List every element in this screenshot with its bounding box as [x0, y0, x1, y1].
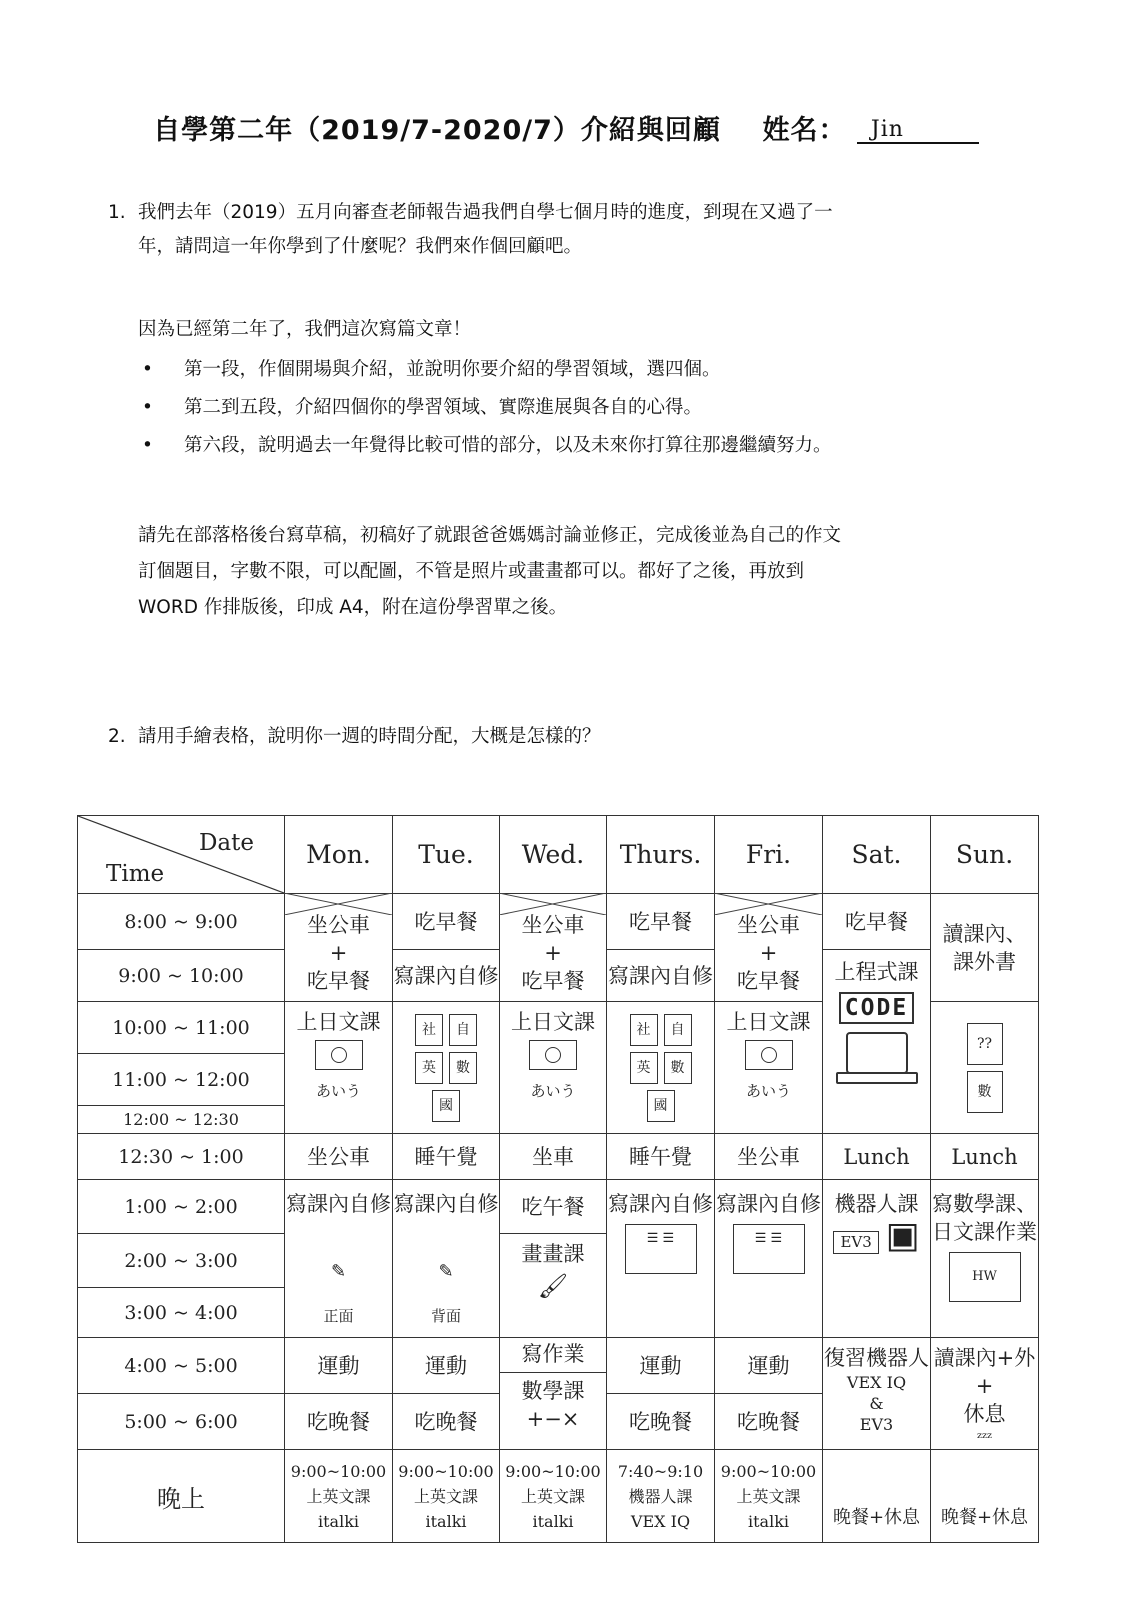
- tue-self-study: 寫課內自修: [393, 950, 500, 1002]
- time-slot: 3:00 ~ 4:00: [78, 1288, 285, 1338]
- intro-text: 因為已經第二年了，我們這次寫篇文章！: [138, 319, 472, 340]
- open-book-icon: ☰ ☰: [733, 1224, 805, 1274]
- time-slot: 8:00 ~ 9:00: [78, 894, 285, 950]
- paragraph-line-3: WORD 作排版後，印成 A4，附在這份學習單之後。: [138, 597, 568, 618]
- fri-dinner: 吃晚餐: [715, 1394, 823, 1450]
- thu-self-study: 寫課內自修: [607, 950, 715, 1002]
- bullet-icon: •: [142, 397, 153, 418]
- japanese-sub-icon: あいう: [315, 1082, 361, 1100]
- time-slot: 2:00 ~ 3:00: [78, 1234, 285, 1288]
- thu-breakfast: 吃早餐: [607, 894, 715, 950]
- tue-dinner: 吃晚餐: [393, 1394, 500, 1450]
- corner-date-label: Date: [198, 830, 254, 856]
- time-slot: 11:00 ~ 12:00: [78, 1054, 285, 1106]
- tue-books-drawing: [393, 1002, 500, 1134]
- bullet-text: 第二到五段，介紹四個你的學習領域、實際進展與各自的心得。: [184, 397, 703, 418]
- corner-time-label: Time: [106, 861, 165, 887]
- wed-art-class: 畫畫課 🖌: [500, 1234, 607, 1338]
- sat-night: 晚餐+休息: [823, 1450, 931, 1543]
- day-header-thu: Thurs.: [607, 816, 715, 894]
- tue-afternoon-study: 寫課內自修 ✎ 背面: [393, 1180, 500, 1338]
- laptop-icon: [846, 1032, 908, 1074]
- paint-icon: 🖌: [537, 1272, 569, 1300]
- open-book-icon: ☰ ☰: [625, 1224, 697, 1274]
- name-field[interactable]: [857, 117, 979, 144]
- thu-exercise: 運動: [607, 1338, 715, 1394]
- page-title: [0, 108, 1132, 147]
- time-slot: 5:00 ~ 6:00: [78, 1394, 285, 1450]
- mon-noon: 坐公車: [285, 1134, 393, 1180]
- book-icon: 社: [630, 1014, 658, 1046]
- studying-kid-icon: ✎: [330, 1261, 347, 1282]
- book-icon: 英: [415, 1052, 443, 1084]
- robot-icon: ▣: [885, 1215, 920, 1256]
- time-slot: 1:00 ~ 2:00: [78, 1180, 285, 1234]
- tue-noon: 睡午覺: [393, 1134, 500, 1180]
- fri-night: 9:00~10:00 上英文課 italki: [715, 1450, 823, 1543]
- time-slot: 9:00 ~ 10:00: [78, 950, 285, 1002]
- book-icon: 國: [432, 1090, 460, 1122]
- title-text: 自學第二年（2019/7-2020/7）介紹與回顧: [153, 115, 721, 146]
- bullet-icon: •: [142, 435, 153, 456]
- time-slot: 12:00 ~ 12:30: [78, 1106, 285, 1134]
- wed-lunch: 吃午餐: [500, 1180, 607, 1234]
- paragraph-line-1: 請先在部落格後台寫草稿，初稿好了就跟爸爸媽媽討論並修正，完成後並為自己的作文: [138, 525, 842, 546]
- bullet-icon: •: [142, 359, 153, 380]
- mon-afternoon-study: 寫課內自修 ✎ 正面: [285, 1180, 393, 1338]
- day-header-mon: Mon.: [285, 816, 393, 894]
- mon-night: 9:00~10:00 上英文課 italki: [285, 1450, 393, 1543]
- instruction-list: [138, 352, 1038, 466]
- mon-exercise: 運動: [285, 1338, 393, 1394]
- fri-japanese-class: 上日文課 あいう: [715, 1002, 823, 1134]
- fri-noon: 坐公車: [715, 1134, 823, 1180]
- mon-drawing-caption: 正面: [323, 1307, 354, 1325]
- book-icon: 數: [664, 1052, 692, 1084]
- japan-flag-icon: [315, 1040, 363, 1070]
- thu-dinner: 吃晚餐: [607, 1394, 715, 1450]
- time-slot-night: 晚上: [78, 1450, 285, 1543]
- time-slot: 10:00 ~ 11:00: [78, 1002, 285, 1054]
- bullet-text: 第一段，作個開場與介紹，並說明你要介紹的學習領域，選四個。: [184, 359, 721, 380]
- book-icon: ??: [967, 1023, 1003, 1065]
- thu-books-drawing: [607, 1002, 715, 1134]
- sat-coding-class: 上程式課 CODE: [823, 950, 931, 1134]
- wed-night: 9:00~10:00 上英文課 italki: [500, 1450, 607, 1543]
- ev3-icon: EV3: [833, 1231, 878, 1254]
- japan-flag-icon: [745, 1040, 793, 1070]
- name-label: 姓名：: [762, 115, 847, 146]
- sun-books-drawing: [931, 1002, 1039, 1134]
- sat-robot-class: 機器人課 EV3 ▣: [823, 1180, 931, 1338]
- japan-flag-icon: [529, 1040, 577, 1070]
- thu-noon: 睡午覺: [607, 1134, 715, 1180]
- mon-morning-commute: 坐公車 + 吃早餐: [285, 894, 393, 1002]
- question-1-number: 1.: [108, 202, 126, 223]
- sun-night: 晚餐+休息: [931, 1450, 1039, 1543]
- thu-afternoon-study: 寫課內自修 ☰ ☰: [607, 1180, 715, 1338]
- list-item: [138, 390, 1038, 428]
- time-slot: 12:30 ~ 1:00: [78, 1134, 285, 1180]
- wed-noon: 坐車: [500, 1134, 607, 1180]
- sun-noon: Lunch: [931, 1134, 1039, 1180]
- wed-homework-math: 寫作業 數學課 +−×: [500, 1338, 607, 1450]
- time-slot: 4:00 ~ 5:00: [78, 1338, 285, 1394]
- homework-book-icon: HW: [949, 1252, 1021, 1302]
- sat-robot-review: 復習機器人 VEX IQ & EV3: [823, 1338, 931, 1450]
- book-icon: 自: [664, 1014, 692, 1046]
- wed-japanese-class: 上日文課 あいう: [500, 1002, 607, 1134]
- tue-exercise: 運動: [393, 1338, 500, 1394]
- japanese-sub-icon: あいう: [530, 1082, 576, 1100]
- bullet-text: 第六段，說明過去一年覺得比較可惜的部分，以及未來你打算往那邊繼續努力。: [184, 435, 832, 456]
- weekly-schedule-table: [77, 815, 1039, 1543]
- question-1-line-2: 年，請問這一年你學到了什麼呢？我們來作個回顧吧。: [138, 236, 583, 257]
- japanese-sub-icon: あいう: [745, 1082, 791, 1100]
- code-icon: CODE: [839, 992, 914, 1024]
- list-item: [138, 352, 1038, 390]
- studying-kid-icon: ✎: [438, 1261, 454, 1282]
- mon-japanese-class: 上日文課 あいう: [285, 1002, 393, 1134]
- book-icon: 社: [415, 1014, 443, 1046]
- fri-exercise: 運動: [715, 1338, 823, 1394]
- book-icon: 數: [967, 1071, 1003, 1113]
- sun-homework: 寫數學課、 日文課作業 HW: [931, 1180, 1039, 1338]
- book-icon: 英: [630, 1052, 658, 1084]
- sat-breakfast: 吃早餐: [823, 894, 931, 950]
- wed-morning-commute: 坐公車 + 吃早餐: [500, 894, 607, 1002]
- question-2-text: 請用手繪表格，說明你一週的時間分配，大概是怎樣的？: [138, 726, 601, 747]
- sleeping-icon: ᶻᶻᶻ: [977, 1429, 992, 1447]
- day-header-wed: Wed.: [500, 816, 607, 894]
- day-header-sat: Sat.: [823, 816, 931, 894]
- instruction-paragraph: [138, 518, 1038, 626]
- paragraph-line-2: 訂個題目，字數不限，可以配圖，不管是照片或畫畫都可以。都好了之後，再放到: [138, 561, 805, 582]
- vex-ev3-icon: VEX IQ & EV3: [846, 1373, 907, 1434]
- sat-noon: Lunch: [823, 1134, 931, 1180]
- thu-night: 7:40~9:10 機器人課 VEX IQ: [607, 1450, 715, 1543]
- tue-drawing-caption: 背面: [430, 1307, 461, 1325]
- math-symbols-icon: +−×: [526, 1407, 580, 1431]
- crossed-out-strip: [284, 893, 1038, 915]
- day-header-tue: Tue.: [393, 816, 500, 894]
- tue-breakfast: 吃早餐: [393, 894, 500, 950]
- mon-dinner: 吃晚餐: [285, 1394, 393, 1450]
- question-1-line-1: 我們去年（2019）五月向審查老師報告過我們自學七個月時的進度，到現在又過了一: [138, 202, 833, 223]
- question-2-number: 2.: [108, 726, 126, 747]
- book-icon: 國: [647, 1090, 675, 1122]
- day-header-fri: Fri.: [715, 816, 823, 894]
- book-icon: 自: [449, 1014, 477, 1046]
- fri-afternoon-study: 寫課內自修 ☰ ☰: [715, 1180, 823, 1338]
- sun-reading-rest: 讀課內+外 + 休息 ᶻᶻᶻ: [931, 1338, 1039, 1450]
- day-header-sun: Sun.: [931, 816, 1039, 894]
- sun-reading: 讀課內、 課外書: [931, 894, 1039, 1002]
- list-item: [138, 428, 1038, 466]
- table-corner-cell: [78, 816, 285, 894]
- fri-morning-commute: 坐公車 + 吃早餐: [715, 894, 823, 1002]
- book-icon: 數: [449, 1052, 477, 1084]
- name-value: Jin: [870, 117, 904, 142]
- tue-night: 9:00~10:00 上英文課 italki: [393, 1450, 500, 1543]
